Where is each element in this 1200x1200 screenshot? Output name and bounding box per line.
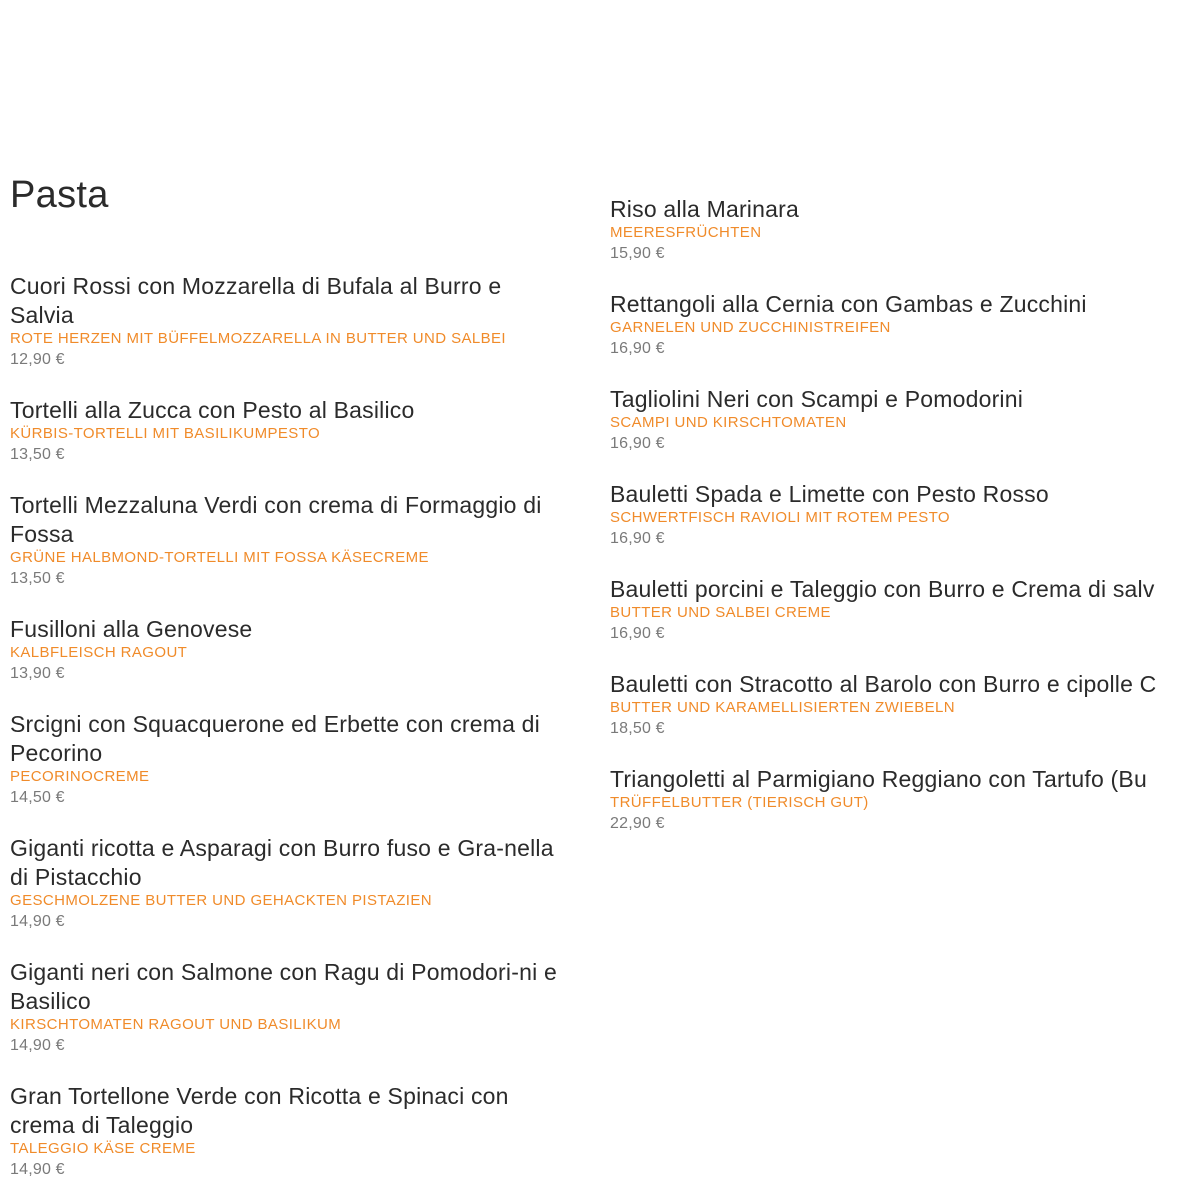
dish-price: 22,90 € xyxy=(610,815,665,832)
dish-name: Gran Tortellone Verde con Ricotta e Spinaci con crema di Taleggio xyxy=(10,1083,509,1138)
dish-price: 13,50 € xyxy=(10,446,65,463)
dish-name: Bauletti Spada e Limette con Pesto Rosso xyxy=(610,481,1049,507)
menu-item xyxy=(610,575,1200,646)
menu-item xyxy=(610,385,1200,456)
dish-name: Tagliolini Neri con Scampi e Pomodorini xyxy=(610,386,1024,412)
dish-name: Fusilloni alla Genovese xyxy=(10,616,253,642)
dish-description: MEERESFRÜCHTEN xyxy=(610,224,762,241)
menu-item xyxy=(10,615,570,686)
menu-item xyxy=(10,491,570,591)
dish-name: Cuori Rossi con Mozzarella di Bufala al Burro e Salvia xyxy=(10,273,502,328)
menu-item xyxy=(610,480,1200,551)
dish-price: 13,90 € xyxy=(10,665,65,682)
dish-description: TRÜFFELBUTTER (TIERISCH GUT) xyxy=(610,794,869,811)
dish-name: Riso alla Marinara xyxy=(610,196,799,222)
dish-price: 14,90 € xyxy=(10,1161,65,1178)
menu-item xyxy=(610,765,1200,836)
dish-price: 16,90 € xyxy=(610,625,665,642)
dish-price: 13,50 € xyxy=(10,570,65,587)
dish-description: GESCHMOLZENE BUTTER UND GEHACKTEN PISTAZIEN xyxy=(10,892,432,909)
menu-column-left xyxy=(10,272,570,1200)
dish-price: 16,90 € xyxy=(610,530,665,547)
dish-description: KÜRBIS-TORTELLI MIT BASILIKUMPESTO xyxy=(10,425,321,442)
dish-name: Tortelli Mezzaluna Verdi con crema di Formaggio di Fossa xyxy=(10,492,542,547)
menu-item xyxy=(10,710,570,810)
dish-price: 14,50 € xyxy=(10,789,65,806)
menu-item xyxy=(10,396,570,467)
dish-name: Triangoletti al Parmigiano Reggiano con Tartufo (Bu xyxy=(610,766,1147,792)
dish-price: 16,90 € xyxy=(610,435,665,452)
menu-item xyxy=(610,290,1200,361)
menu-column-right xyxy=(610,195,1200,860)
menu-item xyxy=(610,670,1200,741)
menu-item xyxy=(10,834,570,934)
dish-description: KALBFLEISCH RAGOUT xyxy=(10,644,188,661)
dish-name: Bauletti con Stracotto al Barolo con Burro e cipolle C xyxy=(610,671,1157,697)
dish-price: 12,90 € xyxy=(10,351,65,368)
dish-name: Giganti neri con Salmone con Ragu di Pomodori-ni e Basilico xyxy=(10,959,557,1014)
dish-name: Rettangoli alla Cernia con Gambas e Zucchini xyxy=(610,291,1087,317)
dish-price: 18,50 € xyxy=(610,720,665,737)
dish-price: 15,90 € xyxy=(610,245,665,262)
dish-name: Bauletti porcini e Taleggio con Burro e Crema di salv xyxy=(610,576,1155,602)
dish-name: Giganti ricotta e Asparagi con Burro fuso e Gra-nella di Pistacchio xyxy=(10,835,554,890)
section-title: Pasta xyxy=(10,174,109,216)
dish-description: KIRSCHTOMATEN RAGOUT UND BASILIKUM xyxy=(10,1016,342,1033)
dish-description: GRÜNE HALBMOND-TORTELLI MIT FOSSA KÄSECREME xyxy=(10,549,429,566)
dish-description: BUTTER UND SALBEI CREME xyxy=(610,604,831,621)
dish-description: TALEGGIO KÄSE CREME xyxy=(10,1140,196,1157)
menu-item xyxy=(610,195,1200,266)
menu-item xyxy=(10,272,570,372)
dish-description: BUTTER UND KARAMELLISIERTEN ZWIEBELN xyxy=(610,699,956,716)
dish-name: Tortelli alla Zucca con Pesto al Basilico xyxy=(10,397,415,423)
dish-description: GARNELEN UND ZUCCHINISTREIFEN xyxy=(610,319,891,336)
menu-item xyxy=(10,1082,570,1182)
dish-price: 14,90 € xyxy=(10,913,65,930)
dish-name: Srcigni con Squacquerone ed Erbette con crema di Pecorino xyxy=(10,711,540,766)
dish-description: ROTE HERZEN MIT BÜFFELMOZZARELLA IN BUTTER UND SALBEI xyxy=(10,330,506,347)
dish-description: PECORINOCREME xyxy=(10,768,150,785)
dish-description: SCAMPI UND KIRSCHTOMATEN xyxy=(610,414,847,431)
menu-item xyxy=(10,958,570,1058)
dish-price: 16,90 € xyxy=(610,340,665,357)
dish-price: 14,90 € xyxy=(10,1037,65,1054)
dish-description: SCHWERTFISCH RAVIOLI MIT ROTEM PESTO xyxy=(610,509,950,526)
